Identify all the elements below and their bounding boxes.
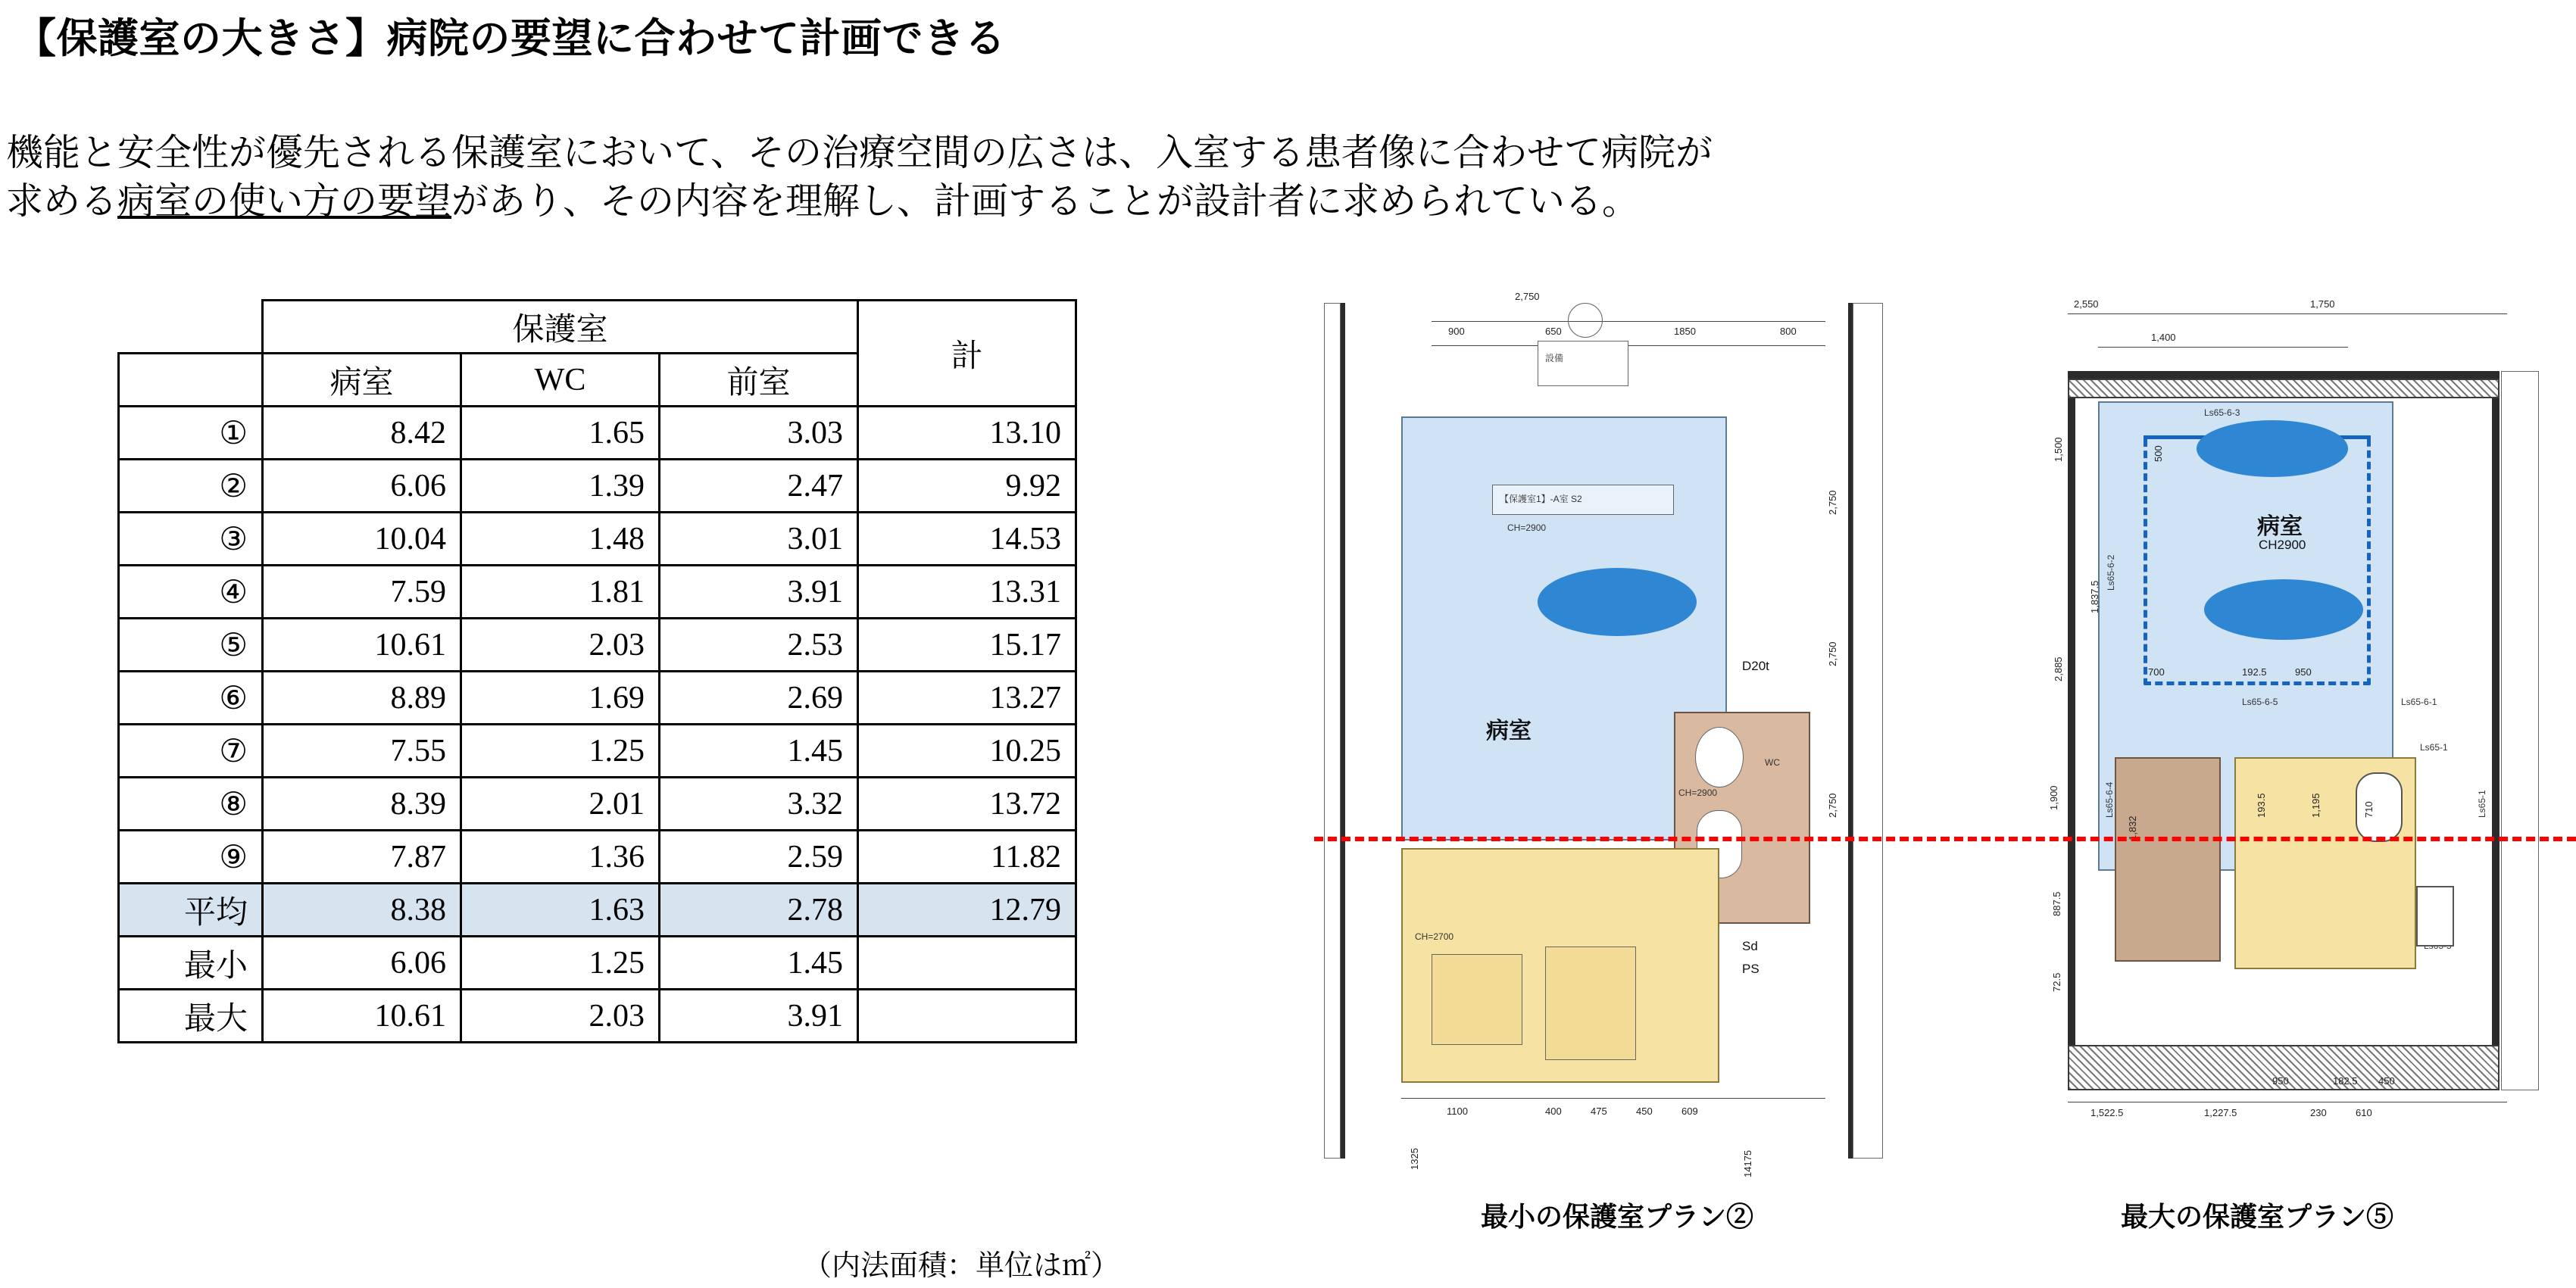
- dim-bottom-3: 475: [1591, 1106, 1607, 1117]
- row-label: ⑨: [119, 831, 263, 884]
- cell-total: 11.82: [858, 831, 1076, 884]
- bed-zone-ellipse-bottom: [2204, 579, 2363, 640]
- dim-left-6: 72.5: [2051, 972, 2062, 992]
- row-label: 平均: [119, 884, 263, 937]
- cell-byoshitsu: 7.87: [263, 831, 461, 884]
- cell-byoshitsu: 8.39: [263, 778, 461, 831]
- cell-byoshitsu: 10.04: [263, 513, 461, 566]
- lead-line2-pre: 求める: [6, 179, 118, 222]
- table-row-max: [119, 990, 1076, 1043]
- cell-zenshitsu: 1.45: [660, 937, 858, 990]
- dim-misc-4: 1,832: [2127, 816, 2138, 840]
- cell-zenshitsu: 2.69: [660, 672, 858, 725]
- col-header-zenshitsu: 前室: [660, 354, 858, 407]
- cell-zenshitsu: 3.91: [660, 566, 858, 619]
- dim-right-3: 710: [2363, 801, 2375, 818]
- cell-wc: 1.69: [461, 672, 660, 725]
- lead-underlined-phrase: 病室の使い方の要望: [117, 179, 452, 222]
- lead-line2-post: があり、その内容を理解し、計画することが設計者に求められている。: [451, 179, 1640, 222]
- protection-room-area-table: [117, 299, 1077, 1043]
- cell-total: 13.72: [858, 778, 1076, 831]
- cell-total: 13.10: [858, 407, 1076, 460]
- table-group-header: 保護室: [263, 301, 858, 354]
- row-label: 最大: [119, 990, 263, 1043]
- cell-wc: 1.65: [461, 407, 660, 460]
- cell-total: 12.79: [858, 884, 1076, 937]
- patient-room-label: 病室: [2257, 514, 2303, 539]
- cell-byoshitsu: 6.06: [263, 937, 461, 990]
- table-body: [119, 407, 1076, 1043]
- table-row: [119, 513, 1076, 566]
- dim-top-4: 1850: [1674, 326, 1696, 337]
- cell-total: 14.53: [858, 513, 1076, 566]
- table-row: [119, 566, 1076, 619]
- patient-room-label: 病室: [1486, 719, 1532, 744]
- part-label-8: Ls65-1: [2420, 742, 2448, 753]
- row-label: ⑤: [119, 619, 263, 672]
- dim-right-3: 2,750: [1827, 793, 1838, 818]
- min-plan-caption: 最小の保護室プラン②: [1480, 1201, 1753, 1232]
- table-row-average: [119, 884, 1076, 937]
- cell-byoshitsu: 6.06: [263, 460, 461, 513]
- table-row: [119, 778, 1076, 831]
- cell-total: 15.17: [858, 619, 1076, 672]
- cell-zenshitsu: 2.78: [660, 884, 858, 937]
- table-corner-cell: [119, 301, 263, 354]
- cell-byoshitsu: 10.61: [263, 990, 461, 1043]
- plan-note-ceiling: CH=2900: [1507, 522, 1547, 533]
- cell-zenshitsu: 2.59: [660, 831, 858, 884]
- cell-total: 13.27: [858, 672, 1076, 725]
- cell-wc: 1.81: [461, 566, 660, 619]
- row-label: ④: [119, 566, 263, 619]
- cell-total: 13.31: [858, 566, 1076, 619]
- table-row: [119, 619, 1076, 672]
- dim-top-1: 2,750: [1515, 291, 1540, 302]
- part-label-5: Ls65-6-4: [2104, 781, 2115, 818]
- row-label: ⑧: [119, 778, 263, 831]
- table-note: （内法面積：単位は㎡）: [803, 1250, 1120, 1282]
- cell-wc: 1.36: [461, 831, 660, 884]
- anteroom-brown-area: [2115, 757, 2221, 962]
- cell-wc: 1.25: [461, 937, 660, 990]
- table-header-row-1: [119, 301, 1076, 354]
- part-label-3: Ls65-6-5: [2242, 697, 2278, 707]
- cell-wc: 1.39: [461, 460, 660, 513]
- plan-note-top: 【保護室1】-A室 S2: [1500, 494, 1582, 504]
- dim-right-2: 1,195: [2310, 793, 2322, 818]
- dim-right-1: 500: [2153, 445, 2164, 462]
- col-header-byoshitsu: 病室: [263, 354, 461, 407]
- ceiling-height-label: CH2900: [2259, 538, 2306, 552]
- table-row: [119, 460, 1076, 513]
- dim-bottom-2: 1,227.5: [2204, 1107, 2237, 1118]
- cell-wc: 2.03: [461, 990, 660, 1043]
- table-total-header: 計: [858, 301, 1076, 407]
- dim-bottom-6: 1325: [1409, 1148, 1420, 1170]
- table-row-min: [119, 937, 1076, 990]
- sd-label: PS: [1742, 962, 1759, 976]
- dim-bottom-6: 182.5: [2333, 1075, 2358, 1087]
- max-plan-caption: 最大の保護室プラン⑤: [2120, 1201, 2393, 1232]
- cell-byoshitsu: 8.89: [263, 672, 461, 725]
- dim-bottom-2: 400: [1545, 1106, 1562, 1117]
- cell-zenshitsu: 3.32: [660, 778, 858, 831]
- dim-top-3: 650: [1545, 326, 1562, 337]
- cell-total: [858, 990, 1076, 1043]
- cell-zenshitsu: 2.47: [660, 460, 858, 513]
- area-table: [117, 299, 1077, 1043]
- cell-zenshitsu: 1.45: [660, 725, 858, 778]
- table-row: [119, 672, 1076, 725]
- page-title: 【保護室の大きさ】病院の要望に合わせて計画できる: [15, 16, 1006, 61]
- cell-byoshitsu: 7.55: [263, 725, 461, 778]
- part-label-1: Ls65-6-3: [2204, 407, 2240, 418]
- dim-top-3: 1,400: [2151, 332, 2176, 343]
- part-label-4: Ls65-6-1: [2401, 697, 2437, 707]
- wc-ceiling-label: CH=2900: [1678, 787, 1718, 798]
- cell-wc: 1.48: [461, 513, 660, 566]
- sd-door-label: Sd: [1742, 939, 1758, 953]
- dim-right-1: 2,750: [1827, 490, 1838, 515]
- fixture-shaft: [2416, 886, 2454, 947]
- dim-left-5: 887.5: [2051, 891, 2062, 916]
- dim-bottom-1: 1,522.5: [2090, 1107, 2124, 1118]
- dim-right-4: 193.5: [2256, 793, 2267, 818]
- dim-bottom-4: 450: [1636, 1106, 1653, 1117]
- dim-bottom-7: 14175: [1742, 1149, 1753, 1177]
- row-label: 最小: [119, 937, 263, 990]
- cell-total: 9.92: [858, 460, 1076, 513]
- dim-left-4: 1,900: [2048, 785, 2059, 810]
- dim-misc-2: 192.5: [2242, 666, 2267, 678]
- dim-bottom-7: 450: [2378, 1075, 2395, 1087]
- dim-misc-3: 950: [2295, 666, 2312, 678]
- cell-wc: 2.03: [461, 619, 660, 672]
- lead-paragraph: [6, 129, 2566, 225]
- dim-top-5: 800: [1780, 326, 1797, 337]
- cell-byoshitsu: 8.38: [263, 884, 461, 937]
- floor-plans: [1318, 288, 2560, 1272]
- floor-plan-minimum: 2,750 900 650 1850 800 設備 【保護室1】-A室 S2 CH=2900 病室 WC CH=2900 CH=2700 PS Sd D20t 2,750 2,750 2,750 1100 400 475 450 609 1325 14175 最小の保護室プラン②: [1318, 288, 1916, 1234]
- table-row: [119, 407, 1076, 460]
- dim-top-2: 1,750: [2310, 298, 2335, 310]
- dim-bottom-3: 230: [2310, 1107, 2327, 1118]
- bed-zone-ellipse-top: [2197, 420, 2348, 477]
- dim-bottom-1: 1100: [1447, 1106, 1468, 1117]
- row-label: ③: [119, 513, 263, 566]
- cell-wc: 1.25: [461, 725, 660, 778]
- row-label: ②: [119, 460, 263, 513]
- table-index-header: [119, 354, 263, 407]
- table-row: [119, 725, 1076, 778]
- dim-bottom-5: 950: [2272, 1075, 2289, 1087]
- col-header-wc: WC: [461, 354, 660, 407]
- red-dashed-divider: [1314, 837, 2576, 841]
- bed-zone-ellipse: [1538, 568, 1697, 636]
- cell-zenshitsu: 3.91: [660, 990, 858, 1043]
- dim-left-1: 1,500: [2053, 437, 2064, 462]
- table-row: [119, 831, 1076, 884]
- cell-total: [858, 937, 1076, 990]
- dim-top-2: 900: [1448, 326, 1465, 337]
- dim-misc-1: 700: [2148, 666, 2165, 678]
- row-label: ①: [119, 407, 263, 460]
- cell-byoshitsu: 7.59: [263, 566, 461, 619]
- lead-line1: 機能と安全性が優先される保護室において、その治療空間の広さは、入室する患者像に合わせて病院が: [6, 132, 1713, 173]
- dim-left-2: 1,837.5: [2089, 580, 2100, 613]
- floor-plan-maximum: [1954, 288, 2560, 1234]
- door-label: D20t: [1742, 659, 1769, 673]
- dim-bottom-5: 609: [1681, 1106, 1698, 1117]
- cell-zenshitsu: 3.01: [660, 513, 858, 566]
- row-label: ⑦: [119, 725, 263, 778]
- dim-top-1: 2,550: [2074, 298, 2099, 310]
- cell-byoshitsu: 8.42: [263, 407, 461, 460]
- dim-bottom-4: 610: [2356, 1107, 2372, 1118]
- cell-byoshitsu: 10.61: [263, 619, 461, 672]
- wc-label: WC: [1765, 757, 1780, 768]
- cell-wc: 1.63: [461, 884, 660, 937]
- cell-zenshitsu: 2.53: [660, 619, 858, 672]
- cell-zenshitsu: 3.03: [660, 407, 858, 460]
- row-label: ⑥: [119, 672, 263, 725]
- anteroom-ceiling-label: CH=2700: [1415, 931, 1454, 942]
- dim-right-2: 2,750: [1827, 641, 1838, 666]
- cell-wc: 2.01: [461, 778, 660, 831]
- cell-total: 10.25: [858, 725, 1076, 778]
- dim-left-3: 2,885: [2053, 656, 2064, 681]
- part-label-2: Ls65-6-2: [2106, 554, 2116, 591]
- part-label-7: Ls65-1: [2477, 790, 2487, 818]
